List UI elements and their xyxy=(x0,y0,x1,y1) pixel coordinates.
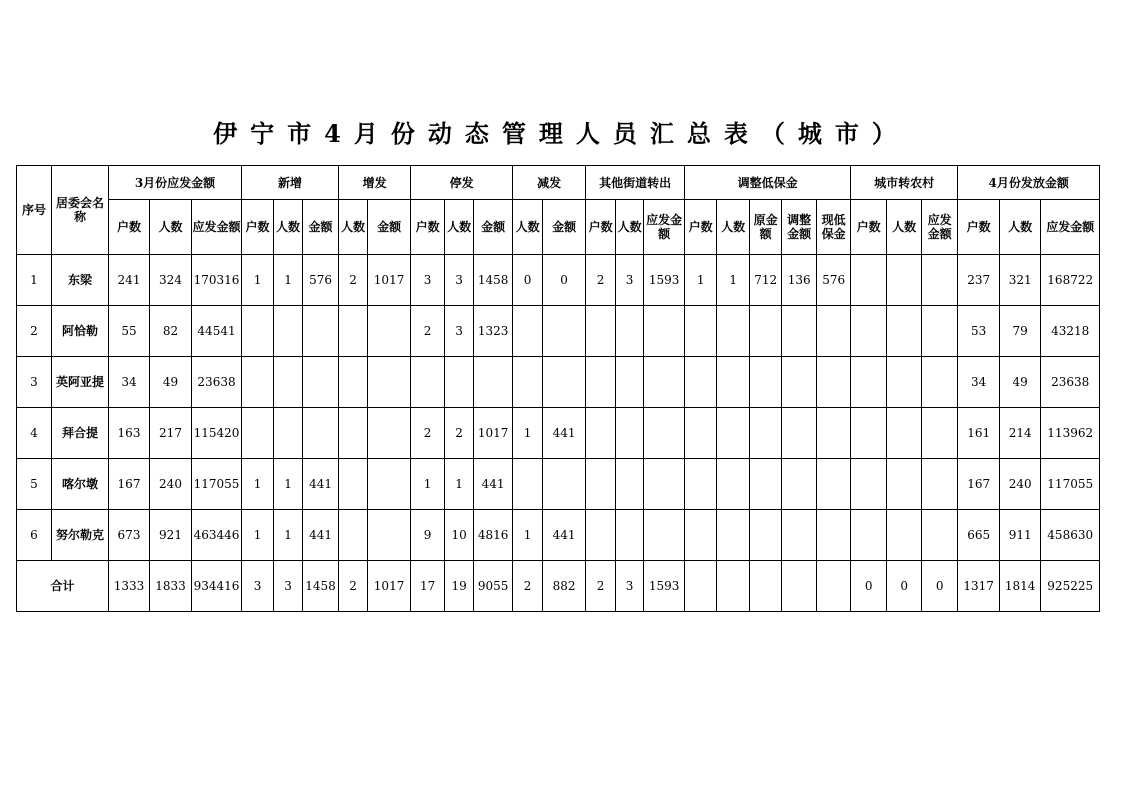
value-cell: 712 xyxy=(750,255,782,306)
value-cell xyxy=(303,357,339,408)
value-cell xyxy=(242,357,274,408)
total-cell: 0 xyxy=(922,561,958,612)
column-header: 户数 xyxy=(958,200,1000,255)
value-cell xyxy=(274,408,303,459)
group-header: 新增 xyxy=(242,166,339,200)
column-header: 户数 xyxy=(242,200,274,255)
value-cell xyxy=(644,510,685,561)
value-cell: 1 xyxy=(242,255,274,306)
table-body xyxy=(17,255,1100,612)
total-cell: 1458 xyxy=(303,561,339,612)
column-header: 人数 xyxy=(339,200,368,255)
value-cell: 43218 xyxy=(1041,306,1100,357)
value-cell: 441 xyxy=(543,510,586,561)
value-cell: 3 xyxy=(445,306,474,357)
value-cell xyxy=(782,459,817,510)
total-cell: 1833 xyxy=(150,561,192,612)
value-cell: 441 xyxy=(474,459,513,510)
value-cell xyxy=(817,510,851,561)
value-cell: 2 xyxy=(445,408,474,459)
total-cell: 0 xyxy=(887,561,922,612)
seq-cell: 4 xyxy=(17,408,52,459)
group-header: 停发 xyxy=(411,166,513,200)
name-cell: 喀尔墩 xyxy=(52,459,109,510)
value-cell xyxy=(887,357,922,408)
name-cell: 努尔勒克 xyxy=(52,510,109,561)
total-cell xyxy=(685,561,717,612)
group-header: 3月份应发金额 xyxy=(109,166,242,200)
value-cell xyxy=(616,357,644,408)
total-cell: 19 xyxy=(445,561,474,612)
value-cell xyxy=(339,510,368,561)
value-cell: 217 xyxy=(150,408,192,459)
value-cell: 10 xyxy=(445,510,474,561)
value-cell: 79 xyxy=(1000,306,1041,357)
value-cell xyxy=(411,357,445,408)
value-cell xyxy=(922,510,958,561)
total-cell: 2 xyxy=(339,561,368,612)
seq-cell: 5 xyxy=(17,459,52,510)
value-cell xyxy=(685,459,717,510)
value-cell: 1017 xyxy=(474,408,513,459)
value-cell xyxy=(368,357,411,408)
value-cell: 82 xyxy=(150,306,192,357)
column-header: 金额 xyxy=(303,200,339,255)
total-cell: 3 xyxy=(274,561,303,612)
value-cell xyxy=(887,459,922,510)
value-cell xyxy=(543,357,586,408)
value-cell xyxy=(782,510,817,561)
value-cell xyxy=(616,459,644,510)
value-cell: 576 xyxy=(817,255,851,306)
value-cell: 240 xyxy=(150,459,192,510)
header-row-groups xyxy=(17,166,1100,200)
column-header: 人数 xyxy=(616,200,644,255)
value-cell xyxy=(887,510,922,561)
value-cell xyxy=(851,306,887,357)
seq-header: 序号 xyxy=(17,166,52,255)
column-header: 人数 xyxy=(150,200,192,255)
table-row xyxy=(17,510,1100,561)
value-cell: 1 xyxy=(513,408,543,459)
value-cell xyxy=(368,510,411,561)
total-cell: 2 xyxy=(586,561,616,612)
value-cell: 1 xyxy=(513,510,543,561)
value-cell xyxy=(445,357,474,408)
value-cell xyxy=(339,459,368,510)
value-cell: 463446 xyxy=(192,510,242,561)
total-cell xyxy=(782,561,817,612)
group-header: 调整低保金 xyxy=(685,166,851,200)
total-cell: 3 xyxy=(616,561,644,612)
value-cell xyxy=(717,510,750,561)
group-header: 增发 xyxy=(339,166,411,200)
value-cell: 1017 xyxy=(368,255,411,306)
value-cell xyxy=(817,408,851,459)
column-header: 金额 xyxy=(368,200,411,255)
value-cell xyxy=(922,357,958,408)
value-cell: 458630 xyxy=(1041,510,1100,561)
value-cell xyxy=(851,510,887,561)
value-cell: 117055 xyxy=(192,459,242,510)
value-cell: 1323 xyxy=(474,306,513,357)
seq-cell: 2 xyxy=(17,306,52,357)
value-cell: 3 xyxy=(616,255,644,306)
value-cell xyxy=(513,306,543,357)
group-header: 4月份发放金额 xyxy=(958,166,1100,200)
total-cell: 934416 xyxy=(192,561,242,612)
total-cell: 1317 xyxy=(958,561,1000,612)
value-cell: 921 xyxy=(150,510,192,561)
total-cell: 3 xyxy=(242,561,274,612)
value-cell xyxy=(513,357,543,408)
value-cell: 167 xyxy=(109,459,150,510)
value-cell: 0 xyxy=(513,255,543,306)
value-cell: 115420 xyxy=(192,408,242,459)
value-cell: 2 xyxy=(411,306,445,357)
value-cell xyxy=(685,510,717,561)
table-row xyxy=(17,255,1100,306)
value-cell: 113962 xyxy=(1041,408,1100,459)
page-title: 伊宁市4月份动态管理人员汇总表（城市） xyxy=(213,119,909,148)
total-cell: 925225 xyxy=(1041,561,1100,612)
value-cell xyxy=(644,357,685,408)
value-cell xyxy=(543,306,586,357)
value-cell xyxy=(616,306,644,357)
value-cell xyxy=(685,408,717,459)
value-cell: 1 xyxy=(717,255,750,306)
value-cell: 49 xyxy=(150,357,192,408)
value-cell: 34 xyxy=(109,357,150,408)
value-cell: 9 xyxy=(411,510,445,561)
value-cell: 441 xyxy=(303,459,339,510)
value-cell: 441 xyxy=(303,510,339,561)
value-cell: 1 xyxy=(445,459,474,510)
value-cell xyxy=(717,306,750,357)
value-cell xyxy=(922,255,958,306)
value-cell xyxy=(474,357,513,408)
value-cell: 237 xyxy=(958,255,1000,306)
value-cell xyxy=(887,306,922,357)
seq-cell: 3 xyxy=(17,357,52,408)
value-cell xyxy=(242,306,274,357)
value-cell xyxy=(817,357,851,408)
column-header: 人数 xyxy=(274,200,303,255)
value-cell xyxy=(616,408,644,459)
value-cell: 168722 xyxy=(1041,255,1100,306)
column-header: 户数 xyxy=(586,200,616,255)
value-cell xyxy=(750,357,782,408)
column-header: 人数 xyxy=(887,200,922,255)
value-cell xyxy=(586,510,616,561)
value-cell xyxy=(586,408,616,459)
value-cell: 2 xyxy=(586,255,616,306)
value-cell xyxy=(368,459,411,510)
value-cell xyxy=(616,510,644,561)
value-cell: 1458 xyxy=(474,255,513,306)
value-cell: 117055 xyxy=(1041,459,1100,510)
column-header: 人数 xyxy=(1000,200,1041,255)
column-header: 户数 xyxy=(411,200,445,255)
column-header: 户数 xyxy=(685,200,717,255)
value-cell: 673 xyxy=(109,510,150,561)
value-cell: 576 xyxy=(303,255,339,306)
value-cell xyxy=(586,357,616,408)
value-cell: 441 xyxy=(543,408,586,459)
value-cell xyxy=(274,357,303,408)
value-cell: 324 xyxy=(150,255,192,306)
total-cell: 9055 xyxy=(474,561,513,612)
value-cell xyxy=(274,306,303,357)
value-cell xyxy=(782,408,817,459)
value-cell: 1 xyxy=(411,459,445,510)
value-cell xyxy=(851,459,887,510)
seq-cell: 1 xyxy=(17,255,52,306)
column-header: 人数 xyxy=(717,200,750,255)
column-header: 人数 xyxy=(513,200,543,255)
total-cell: 17 xyxy=(411,561,445,612)
group-header: 城市转农村 xyxy=(851,166,958,200)
value-cell xyxy=(513,459,543,510)
value-cell: 241 xyxy=(109,255,150,306)
value-cell xyxy=(750,459,782,510)
value-cell xyxy=(782,306,817,357)
table-row xyxy=(17,357,1100,408)
value-cell xyxy=(717,357,750,408)
value-cell: 53 xyxy=(958,306,1000,357)
value-cell xyxy=(586,306,616,357)
column-header: 现低保金 xyxy=(817,200,851,255)
value-cell xyxy=(586,459,616,510)
column-header: 应发金额 xyxy=(644,200,685,255)
name-cell: 英阿亚提 xyxy=(52,357,109,408)
value-cell xyxy=(339,306,368,357)
group-header: 减发 xyxy=(513,166,586,200)
name-cell: 阿恰勒 xyxy=(52,306,109,357)
column-header: 应发金额 xyxy=(922,200,958,255)
value-cell: 44541 xyxy=(192,306,242,357)
value-cell xyxy=(644,408,685,459)
column-header: 应发金额 xyxy=(1041,200,1100,255)
seq-cell: 6 xyxy=(17,510,52,561)
name-cell: 拜合提 xyxy=(52,408,109,459)
value-cell: 1 xyxy=(242,510,274,561)
value-cell: 136 xyxy=(782,255,817,306)
value-cell xyxy=(644,459,685,510)
value-cell xyxy=(685,306,717,357)
value-cell: 1 xyxy=(274,255,303,306)
value-cell xyxy=(644,306,685,357)
value-cell: 34 xyxy=(958,357,1000,408)
value-cell xyxy=(750,408,782,459)
total-cell xyxy=(817,561,851,612)
value-cell: 3 xyxy=(411,255,445,306)
value-cell xyxy=(817,459,851,510)
value-cell xyxy=(851,255,887,306)
column-header: 原金额 xyxy=(750,200,782,255)
value-cell xyxy=(685,357,717,408)
group-header: 其他街道转出 xyxy=(586,166,685,200)
value-cell: 665 xyxy=(958,510,1000,561)
total-cell: 2 xyxy=(513,561,543,612)
value-cell xyxy=(750,510,782,561)
value-cell xyxy=(782,357,817,408)
value-cell: 2 xyxy=(411,408,445,459)
value-cell xyxy=(717,408,750,459)
column-header: 户数 xyxy=(109,200,150,255)
value-cell: 1 xyxy=(274,510,303,561)
value-cell xyxy=(887,255,922,306)
total-cell: 1814 xyxy=(1000,561,1041,612)
value-cell xyxy=(368,408,411,459)
column-header: 金额 xyxy=(474,200,513,255)
value-cell xyxy=(750,306,782,357)
value-cell xyxy=(922,408,958,459)
value-cell: 4816 xyxy=(474,510,513,561)
value-cell: 240 xyxy=(1000,459,1041,510)
value-cell xyxy=(851,357,887,408)
total-cell: 882 xyxy=(543,561,586,612)
column-header: 人数 xyxy=(445,200,474,255)
value-cell xyxy=(817,306,851,357)
value-cell: 49 xyxy=(1000,357,1041,408)
value-cell: 321 xyxy=(1000,255,1041,306)
value-cell xyxy=(339,408,368,459)
value-cell xyxy=(543,459,586,510)
value-cell xyxy=(717,459,750,510)
value-cell: 1593 xyxy=(644,255,685,306)
value-cell: 911 xyxy=(1000,510,1041,561)
value-cell: 167 xyxy=(958,459,1000,510)
value-cell xyxy=(922,459,958,510)
value-cell: 1 xyxy=(242,459,274,510)
total-cell: 1017 xyxy=(368,561,411,612)
total-cell xyxy=(750,561,782,612)
value-cell xyxy=(339,357,368,408)
value-cell: 161 xyxy=(958,408,1000,459)
column-header: 调整金额 xyxy=(782,200,817,255)
summary-table xyxy=(16,165,1100,612)
total-cell xyxy=(717,561,750,612)
total-cell: 0 xyxy=(851,561,887,612)
value-cell xyxy=(303,306,339,357)
column-header: 户数 xyxy=(851,200,887,255)
total-row xyxy=(17,561,1100,612)
value-cell: 163 xyxy=(109,408,150,459)
value-cell: 0 xyxy=(543,255,586,306)
name-header: 居委会名称 xyxy=(52,166,109,255)
name-cell: 东梁 xyxy=(52,255,109,306)
value-cell xyxy=(887,408,922,459)
column-header: 应发金额 xyxy=(192,200,242,255)
column-header: 金额 xyxy=(543,200,586,255)
total-cell: 1593 xyxy=(644,561,685,612)
value-cell xyxy=(851,408,887,459)
value-cell: 3 xyxy=(445,255,474,306)
value-cell: 23638 xyxy=(192,357,242,408)
header-row-subcolumns xyxy=(17,200,1100,255)
value-cell: 55 xyxy=(109,306,150,357)
value-cell: 2 xyxy=(339,255,368,306)
value-cell xyxy=(922,306,958,357)
table-row xyxy=(17,408,1100,459)
value-cell xyxy=(368,306,411,357)
table-row xyxy=(17,459,1100,510)
value-cell: 23638 xyxy=(1041,357,1100,408)
value-cell xyxy=(242,408,274,459)
total-cell: 1333 xyxy=(109,561,150,612)
value-cell: 214 xyxy=(1000,408,1041,459)
value-cell: 170316 xyxy=(192,255,242,306)
table-row xyxy=(17,306,1100,357)
value-cell xyxy=(303,408,339,459)
value-cell: 1 xyxy=(685,255,717,306)
value-cell: 1 xyxy=(274,459,303,510)
total-label: 合计 xyxy=(17,561,109,612)
